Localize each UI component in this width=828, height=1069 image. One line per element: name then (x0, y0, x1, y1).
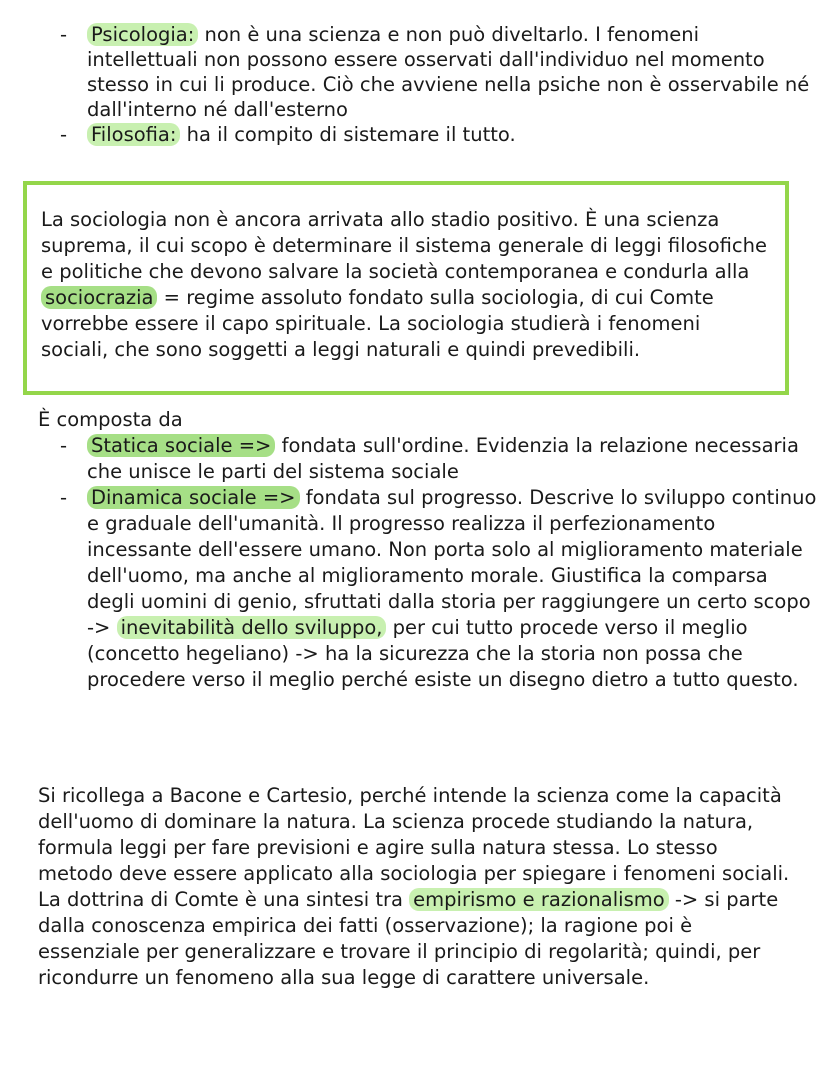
list-item-filosofia (0, 122, 810, 147)
list-item-text: non è una scienza e non può diveltarlo. I fenomeni intellettuali non possono essere osservati dall'individuo nel momento stesso in cui li produce. Ciò che avviene nella psiche non è osservabile né dall'interno né dall'esterno (87, 23, 810, 121)
term-highlight: inevitabilità dello sviluppo, (117, 616, 387, 639)
term-highlight: sociocrazia (41, 286, 157, 309)
list-item-text: fondata sull'ordine. Evidenzia la relazione necessaria che unisce le parti del sistema sociale (87, 434, 799, 483)
list-item-text: per cui tutto procede verso il meglio (concetto hegeliano) -> ha la sicurezza che la storia non possa che procedere verso il meglio perché esiste un disegno dietro a tutto questo. (87, 616, 799, 691)
composition-bullet-list (0, 433, 820, 693)
term-highlight: Dinamica sociale => (87, 486, 300, 509)
bullet-dash: - (60, 23, 68, 46)
term-highlight: empirismo e razionalismo (409, 888, 668, 911)
bullet-dash: - (60, 486, 68, 509)
closing-paragraph (38, 783, 798, 991)
list-item-text: ha il compito di sistemare il tutto. (180, 123, 516, 146)
list-item-dinamica (0, 485, 820, 693)
box-paragraph (41, 207, 771, 363)
list-item-text: fondata sul progresso. Descrive lo sviluppo continuo e graduale dell'umanità. Il progresso realizza il perfezionamento incessante dell'essere umano. Non porta solo al miglioramento materiale dell'uomo, ma anche al miglioramento morale. Giustifica la comparsa degli uomini di genio, sfruttati dalla storia per raggiungere un certo scopo -> (87, 486, 817, 639)
bullet-dash: - (60, 123, 68, 146)
closing-text-part: Si ricollega a Bacone e Cartesio, perché intende la scienza come la capacità dell'uomo di dominare la natura. La scienza procede studiando la natura, formula leggi per fare previsioni e agire sulla natura stessa. Lo stesso metodo deve essere applicato alla sociologia per spiegare i fenomeni sociali. La dottrina di Comte è una sintesi tra (38, 784, 790, 911)
intro-bullet-list (0, 22, 810, 147)
sociology-summary-box (23, 181, 789, 395)
term-highlight: Statica sociale => (87, 434, 275, 457)
list-item-statica (0, 433, 820, 485)
box-text: = regime assoluto fondato sulla sociologia, di cui Comte vorrebbe essere il capo spirituale. La sociologia studierà i fenomeni sociali, che sono soggetti a leggi naturali e quindi prevedibili. (41, 286, 714, 361)
list-item-psicologia (0, 22, 810, 122)
section-label: È composta da (38, 408, 183, 431)
closing-text-part: -> si parte dalla conoscenza empirica dei fatti (osservazione); la ragione poi è essenziale per generalizzare e trovare il principio di regolarità; quindi, per ricondurre un fenomeno alla sua legge di carattere universale. (38, 888, 779, 989)
term-highlight: Filosofia: (87, 123, 180, 146)
closing-text (38, 783, 798, 991)
term-highlight: Psicologia: (87, 23, 198, 46)
box-text: La sociologia non è ancora arrivata allo stadio positivo. È una scienza suprema, il cui scopo è determinare il sistema generale di leggi filosofiche e politiche che devono salvare la società contemporanea e condurla alla (41, 208, 767, 283)
bullet-dash: - (60, 434, 68, 457)
